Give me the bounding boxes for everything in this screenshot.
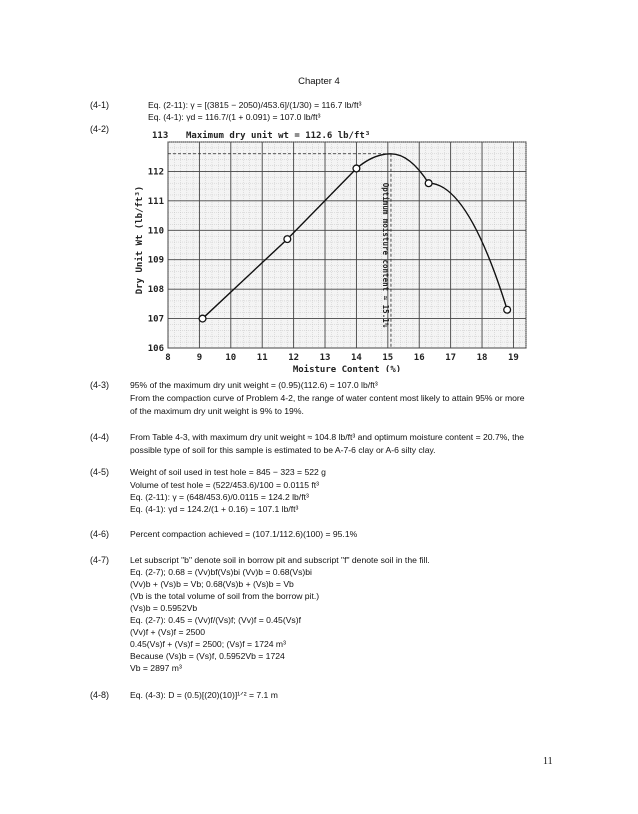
optimum-moisture-label: Optimum moisture content ≈ 15.1% xyxy=(380,182,390,328)
problem-4-1-line-2: Eq. (4-1): γd = 116.7/(1 + 0.091) = 107.0 lb/ft³ xyxy=(148,112,321,122)
data-point xyxy=(425,180,432,187)
x-tick-label: 10 xyxy=(225,353,237,363)
problem-4-5-line-2: Volume of test hole = (522/453.6)/100 = 0.0115 ft³ xyxy=(130,480,320,490)
y-axis-label: Dry Unit Wt (lb/ft³) xyxy=(135,185,145,295)
problem-4-3-line-2: From the compaction curve of Problem 4-2, the range of water content most likely to attain 95% or more xyxy=(130,393,525,403)
y-tick-label: 106 xyxy=(147,344,164,354)
y-tick-113: 113 xyxy=(152,131,169,141)
data-point xyxy=(353,165,360,172)
problem-4-3-line-3: of the maximum dry unit weight is 9% to 19%. xyxy=(130,406,304,416)
problem-number-4-1: (4-1) xyxy=(90,100,110,110)
problem-4-8-line-1: Eq. (4-3): D = (0.5)[(20)(10)]¹ᐟ² = 7.1 m xyxy=(130,690,278,700)
problem-4-7-line-1: Let subscript "b" denote soil in borrow pit and subscript "f" denote soil in the fill. xyxy=(130,555,430,565)
data-point xyxy=(504,306,511,313)
problem-4-6-line-1: Percent compaction achieved = (107.1/112.6)(100) = 95.1% xyxy=(130,529,358,539)
x-tick-label: 14 xyxy=(350,353,362,363)
data-point xyxy=(199,315,206,322)
y-tick-labels xyxy=(148,167,164,354)
problem-4-1-line-1: Eq. (2-11): γ = [(3815 − 2050)/453.6]/(1/30) = 116.7 lb/ft³ xyxy=(148,100,362,110)
problem-4-7-line-6: Eq. (2-7): 0.45 = (Vv)f/(Vs)f; (Vv)f = 0.45(Vs)f xyxy=(130,615,301,625)
x-tick-label: 12 xyxy=(288,353,300,363)
y-tick-label: 109 xyxy=(147,255,164,266)
problem-number-4-5: (4-5) xyxy=(90,467,110,477)
compaction-curve-chart xyxy=(130,120,530,372)
problem-4-4-line-1: From Table 4-3, with maximum dry unit weight ≈ 104.8 lb/ft³ and optimum moisture content = 20.7%, the xyxy=(130,432,525,442)
x-tick-label: 16 xyxy=(413,353,425,363)
x-tick-label: 13 xyxy=(319,353,331,363)
maximum-dry-unit-weight-label: Maximum dry unit wt = 112.6 lb/ft³ xyxy=(186,131,371,141)
problem-number-4-3: (4-3) xyxy=(90,380,110,390)
x-axis-label: Moisture Content (%) xyxy=(292,365,402,372)
chapter-heading: Chapter 4 xyxy=(298,76,340,87)
problem-4-7-line-9: Because (Vs)b = (Vs)f, 0.5952Vb = 1724 xyxy=(130,651,285,661)
problem-4-5-line-4: Eq. (4-1): γd = 124.2/(1 + 0.16) = 107.1 lb/ft³ xyxy=(130,504,299,514)
x-tick-label: 19 xyxy=(508,353,519,363)
problem-4-5-line-1: Weight of soil used in test hole = 845 − 323 = 522 g xyxy=(130,467,326,477)
x-tick-label: 17 xyxy=(445,353,457,363)
problem-4-7-line-4: (Vb is the total volume of soil from the borrow pit.) xyxy=(130,591,320,601)
problem-4-4-line-2: possible type of soil for this sample is estimated to be A-7-6 clay or A-6 silty clay. xyxy=(130,445,436,455)
problem-number-4-7: (4-7) xyxy=(90,555,110,565)
y-tick-label: 111 xyxy=(147,196,164,207)
x-tick-label: 15 xyxy=(382,353,394,363)
x-tick-label: 18 xyxy=(476,353,488,363)
problem-4-7-line-2: Eq. (2-7); 0.68 = (Vv)bf(Vs)bi (Vv)b = 0.68(Vs)bi xyxy=(130,567,312,577)
problem-4-7-line-5: (Vs)b = 0.5952Vb xyxy=(130,603,198,613)
problem-number-4-4: (4-4) xyxy=(90,432,110,442)
plot-area xyxy=(168,142,526,348)
x-tick-label: 11 xyxy=(256,353,268,363)
problem-4-7-line-10: Vb = 2897 m³ xyxy=(130,663,182,673)
problem-number-4-2: (4-2) xyxy=(90,124,110,134)
data-point xyxy=(284,236,291,243)
problem-4-7-line-8: 0.45(Vs)f + (Vs)f = 2500; (Vs)f = 1724 m³ xyxy=(130,639,286,649)
x-tick-label: 8 xyxy=(165,353,171,363)
y-tick-label: 108 xyxy=(147,285,164,296)
problem-4-5-line-3: Eq. (2-11): γ = (648/453.6)/0.0115 = 124.2 lb/ft³ xyxy=(130,492,309,502)
problem-number-4-6: (4-6) xyxy=(90,529,110,539)
y-tick-label: 107 xyxy=(147,314,164,325)
x-tick-labels xyxy=(165,353,519,363)
page-number: 11 xyxy=(543,756,553,767)
problem-4-7-line-7: (Vv)f + (Vs)f = 2500 xyxy=(130,627,205,637)
problem-4-7-line-3: (Vv)b + (Vs)b = Vb; 0.68(Vs)b + (Vs)b = Vb xyxy=(130,579,294,589)
x-tick-label: 9 xyxy=(196,353,203,363)
y-tick-label: 112 xyxy=(147,167,164,178)
problem-number-4-8: (4-8) xyxy=(90,690,110,700)
problem-4-3-line-1: 95% of the maximum dry unit weight = (0.95)(112.6) = 107.0 lb/ft³ xyxy=(130,380,378,390)
y-tick-label: 110 xyxy=(147,226,164,237)
